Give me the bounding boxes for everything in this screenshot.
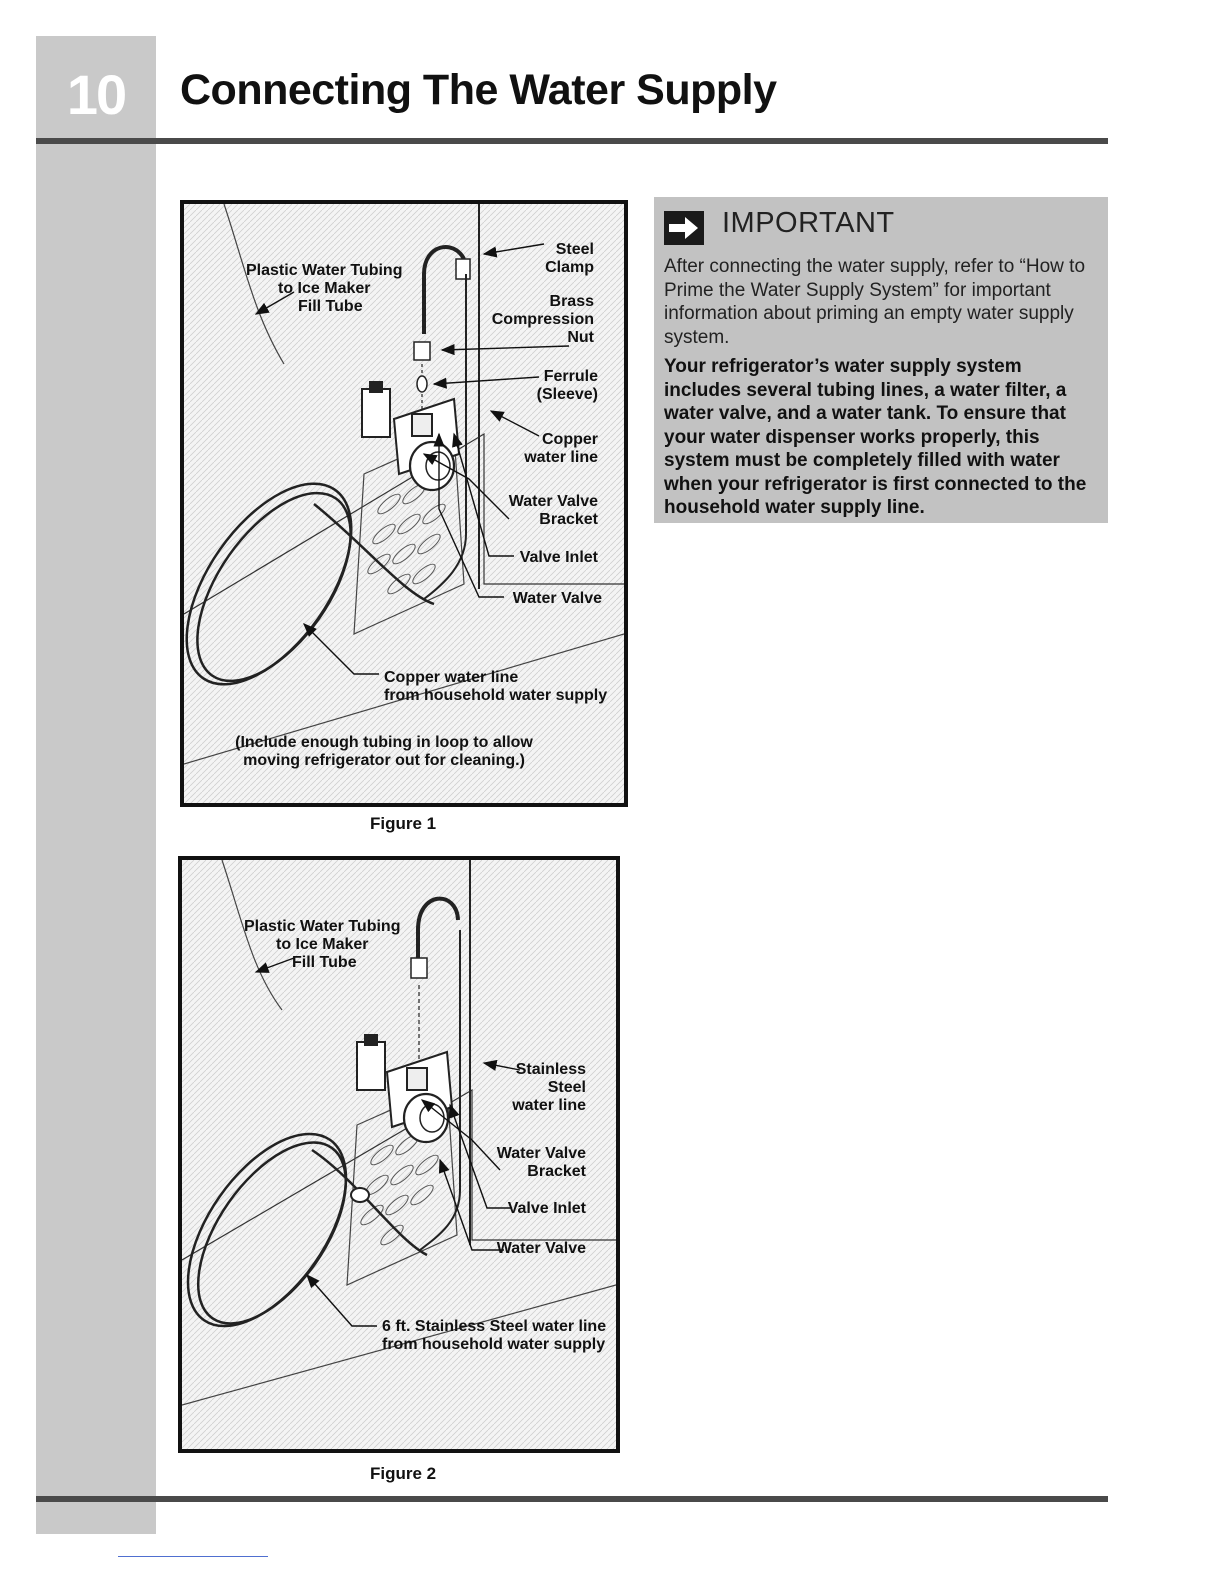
fig2-ice-maker-label: to Ice Maker [276, 936, 369, 953]
fig1-supply-line-2: from household water supply [384, 687, 608, 704]
fig1-water-valve-bracket-label: Water Valve [508, 493, 598, 510]
fig2-supply-line-2: from household water supply [382, 1336, 606, 1353]
figure-1 [180, 200, 628, 807]
fig2-water-line-label: water line [512, 1097, 586, 1114]
fig1-note-1: (Include enough tubing in loop to allow [235, 734, 533, 751]
fig2-bracket-label: Bracket [527, 1163, 586, 1180]
fig1-copper-label: Copper [542, 431, 598, 448]
solenoid-shape [357, 1042, 385, 1090]
bottom-rule [36, 1496, 1108, 1502]
fig1-plastic-tubing-label: Plastic Water Tubing [246, 262, 403, 279]
fig1-water-line-label: water line [524, 449, 598, 466]
fig1-supply-line-1: Copper water line [384, 669, 519, 686]
fig2-plastic-tubing-label: Plastic Water Tubing [244, 918, 401, 935]
fig2-water-valve-bracket-label: Water Valve [496, 1145, 586, 1162]
top-rule [36, 138, 1108, 144]
fitting-shape [411, 958, 427, 978]
fig1-clamp-label: Clamp [545, 259, 594, 276]
important-bold-body: Your refrigerator’s water supply system includes several tubing lines, a water filter, a water valve, and a water tank. To ensure that your water dispenser works properly, this system must be completely filled with water when your refrigerator is first connected to the household water supply line. [664, 356, 1087, 518]
fig1-bracket-label: Bracket [539, 511, 598, 528]
page-title: Connecting The Water Supply [180, 66, 777, 114]
fig1-note-2: moving refrigerator out for cleaning.) [243, 752, 525, 769]
page-number: 10 [66, 63, 126, 126]
fig1-compression-label: Compression [491, 311, 594, 328]
fig2-valve-inlet-label: Valve Inlet [507, 1200, 586, 1217]
fig2-stainless-label: Stainless [515, 1061, 586, 1078]
figure-2-caption: Figure 2 [370, 1464, 437, 1483]
solenoid-shape [362, 389, 390, 437]
fig2-fill-tube-label: Fill Tube [292, 954, 357, 971]
fig1-sleeve-label: (Sleeve) [536, 386, 598, 403]
important-callout [654, 197, 1108, 523]
important-title: IMPORTANT [722, 207, 895, 239]
fig2-supply-line-1: 6 ft. Stainless Steel water line [382, 1318, 607, 1335]
steel-clamp-shape [456, 259, 470, 279]
fig1-nut-label: Nut [567, 329, 594, 346]
fig1-valve-inlet-label: Valve Inlet [519, 549, 598, 566]
brass-nut-shape [414, 342, 430, 360]
footer-link-underline [118, 1556, 268, 1557]
left-margin-strip [36, 36, 156, 1534]
fig1-ice-maker-label: to Ice Maker [278, 280, 371, 297]
important-body: After connecting the water supply, refer to “How to Prime the Water Supply System” for important information about priming an empty water supply system. [664, 256, 1086, 348]
fig1-fill-tube-label: Fill Tube [298, 298, 363, 315]
fig1-brass-label: Brass [549, 293, 594, 310]
fig1-ferrule-label: Ferrule [543, 368, 598, 385]
arrow-right-icon [664, 211, 704, 245]
figure-2 [178, 856, 620, 1453]
figure-1-caption: Figure 1 [370, 814, 437, 833]
fig2-steel-label: Steel [547, 1079, 586, 1096]
fig1-water-valve-label: Water Valve [512, 590, 602, 607]
ferrule-shape [417, 376, 427, 392]
fig1-steel-label: Steel [555, 241, 594, 258]
fig2-water-valve-label: Water Valve [496, 1240, 586, 1257]
